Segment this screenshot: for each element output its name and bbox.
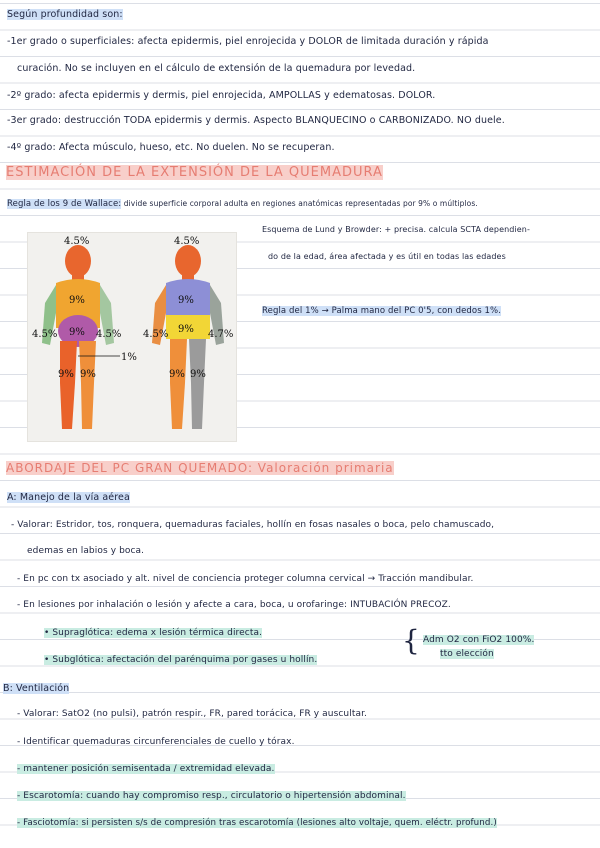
lund-browder-line-b: do de la edad, área afectada y es útil en todas las edades	[268, 252, 506, 261]
grade1-line-a: -1er grado o superficiales: afecta epidermis, piel enrojecida y DOLOR de limitada duración y rápida	[7, 36, 489, 47]
ventilation-fasciotomy-line: - Fasciotomía: si persisten s/s de compresión tras escarotomía (lesiones alto voltaje, quem. eléctr. profund.)	[17, 818, 497, 828]
oxygen-note-line-a: Adm O2 con FiO2 100%.	[423, 635, 535, 645]
intro-line: Según profundidad son:	[7, 9, 123, 20]
section-title-extension: ESTIMACIÓN DE LA EXTENSIÓN DE LA QUEMADURA	[6, 165, 383, 180]
wallace-rule-line: Regla de los 9 de Wallace: divide superficie corporal adulta en regiones anatómicas representadas por 9% o múltiplos.	[7, 199, 478, 209]
airway-cervical-line: - En pc con tx asociado y alt. nivel de conciencia proteger columna cervical → Tracción mandibular.	[17, 574, 474, 584]
lund-browder-line-a: Esquema de Lund y Browder: + precisa. calcula SCTA dependien-	[262, 225, 530, 234]
label-leg-right-front: 9%	[80, 369, 96, 380]
brace-symbol: {	[402, 624, 420, 657]
label-head-back: 4.5%	[174, 236, 200, 247]
label-arm-left-front: 4.5%	[32, 329, 58, 340]
ventilation-circumferential-line: - Identificar quemaduras circunferenciales de cuello y tórax.	[17, 737, 295, 747]
rule-of-nines-figure	[27, 232, 237, 442]
label-chest-front: 9%	[69, 295, 85, 306]
label-arm-left-back: 4.5%	[143, 329, 169, 340]
airway-assess-line-b: edemas en labios y boca.	[27, 546, 145, 556]
section-title-assessment: ABORDAJE DEL PC GRAN QUEMADO: Valoración primaria	[6, 461, 394, 475]
ventilation-escharotomy-line: - Escarotomía: cuando hay compromiso resp., circulatorio o hipertensión abdominal.	[17, 791, 406, 801]
body-diagram	[28, 233, 236, 441]
grade1-line-b: curación. No se incluyen en el cálculo de extensión de la quemadura por levedad.	[17, 63, 416, 74]
ventilation-assess-line: - Valorar: SatO2 (no pulsi), patrón respir., FR, pared torácica, FR y auscultar.	[17, 709, 368, 719]
label-genitals: 1%	[121, 352, 137, 363]
oxygen-note-line-b: tto elección	[440, 649, 494, 659]
airway-subglottic-line: • Subglótica: afectación del parénquima por gases u hollín.	[44, 655, 318, 665]
label-leg-left-front: 9%	[58, 369, 74, 380]
label-arm-right-back: 4.7%	[208, 329, 234, 340]
airway-supraglottic-line: • Supraglótica: edema x lesión térmica directa.	[44, 628, 263, 638]
ventilation-heading: B: Ventilación	[3, 683, 70, 694]
airway-intubation-line: - En lesiones por inhalación o lesión y afecte a cara, boca, u orofaringe: INTUBACIÓN PRECOZ.	[17, 600, 451, 610]
rule-of-one-line: Regla del 1% → Palma mano del PC 0'5, con dedos 1%.	[262, 306, 502, 316]
label-back-lower: 9%	[178, 324, 194, 335]
ventilation-position-line: - mantener posición semisentada / extremidad elevada.	[17, 764, 275, 774]
label-leg-left-back: 9%	[169, 369, 185, 380]
label-head-front: 4.5%	[64, 236, 90, 247]
label-arm-right-front: 4.5%	[96, 329, 122, 340]
label-abdomen-front: 9%	[69, 327, 85, 338]
label-back-upper: 9%	[178, 295, 194, 306]
grade2-line: -2º grado: afecta epidermis y dermis, piel enrojecida, AMPOLLAS y edematosas. DOLOR.	[7, 90, 436, 101]
airway-heading: A: Manejo de la vía aérea	[7, 492, 130, 503]
airway-assess-line-a: - Valorar: Estridor, tos, ronquera, quemaduras faciales, hollín en fosas nasales o boca, pelo chamuscado,	[11, 520, 495, 530]
grade3-line: -3er grado: destrucción TODA epidermis y dermis. Aspecto BLANQUECINO o CARBONIZADO. NO duele.	[7, 115, 505, 126]
label-leg-right-back: 9%	[190, 369, 206, 380]
grade4-line: -4º grado: Afecta músculo, hueso, etc. No duelen. No se recuperan.	[7, 142, 335, 153]
